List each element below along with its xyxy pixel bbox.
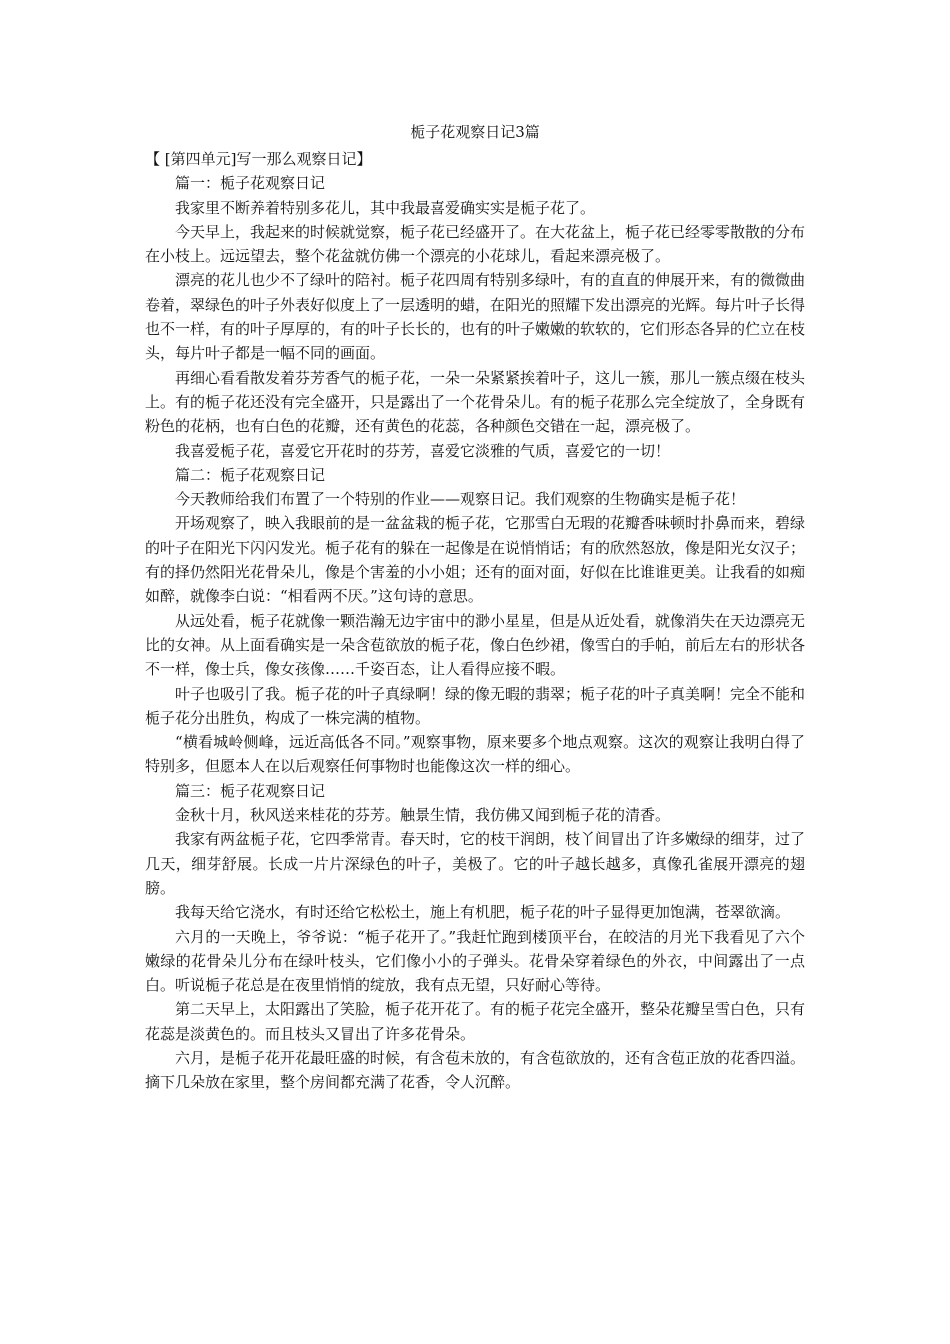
paragraph: 篇二：栀子花观察日记 [175, 465, 326, 484]
paragraph: 我喜爱栀子花，喜爱它开花时的芬芳，喜爱它淡雅的气质，喜爱它的一切！ [175, 441, 671, 460]
paragraph: 我每天给它浇水，有时还给它松松土，施上有机肥，栀子花的叶子显得更加饱满，苍翠欲滴。 [175, 903, 791, 922]
paragraph: 六月，是栀子花开花最旺盛的时候，有含苞未放的，有含苞欲放的，还有含苞正放的花香四溢。摘下几朵放在家里，整个房间都充满了花香，令人沉醉。 [145, 1048, 806, 1092]
paragraph: 开场观察了，映入我眼前的是一盆盆栽的栀子花，它那雪白无瑕的花瓣香味顿时扑鼻而来，碧绿的叶子在阳光下闪闪发光。栀子花有的躲在一起像是在说悄悄话；有的欣然怒放，像是阳光女汉子；有的择仍然阳光花骨朵儿，像是个害羞的小小姐；还有的面对面，好似在比谁谁更美。让我看的如痴如醉，就像李白说：“相看两不厌。”这句诗的意思。 [145, 514, 806, 606]
paragraph: 今天教师给我们布置了一个特别的作业——观察日记。我们观察的生物确实是栀子花！ [175, 490, 746, 509]
paragraph: 篇三：栀子花观察日记 [175, 781, 326, 800]
paragraph: 从远处看，栀子花就像一颗浩瀚无边宇宙中的渺小星星，但是从近处看，就像消失在天边漂亮无比的女神。从上面看确实是一朵含苞欲放的栀子花，像白色纱裙，像雪白的手帕，前后左右的形状各不一样，像士兵，像女孩像……千姿百态，让人看得应接不暇。 [145, 611, 806, 679]
paragraph: 我家有两盆栀子花，它四季常青。春天时，它的枝干润朗，枝丫间冒出了许多嫩绿的细芽，过了几天，细芽舒展。长成一片片深绿色的叶子，美极了。它的叶子越长越多，真像孔雀展开漂亮的翅膀。 [145, 830, 806, 897]
paragraph: 我家里不断养着特别多花儿，其中我最喜爱确实实是栀子花了。 [175, 198, 596, 217]
paragraph: 第二天早上，太阳露出了笑脸，栀子花开花了。有的栀子花完全盛开，整朵花瓣呈雪白色，只有花蕊是淡黄色的。而且枝头又冒出了许多花骨朵。 [145, 1000, 806, 1043]
paragraph: 今天早上，我起来的时候就觉察，栀子花已经盛开了。在大花盆上，栀子花已经零零散散的分布在小枝上。远远望去，整个花盆就仿佛一个漂亮的小花球儿，看起来漂亮极了。 [145, 222, 806, 266]
paragraph: 叶子也吸引了我。栀子花的叶子真绿啊！绿的像无暇的翡翠；栀子花的叶子真美啊！完全不能和栀子花分出胜负，构成了一株完满的植物。 [145, 684, 806, 727]
paragraph: 金秋十月，秋风送来桂花的芬芳。触景生情，我仿佛又闻到栀子花的清香。 [175, 806, 671, 825]
paragraph: 篇一：栀子花观察日记 [175, 174, 326, 193]
paragraph: 六月的一天晚上，爷爷说：“栀子花开了。”我赶忙跑到楼顶平台，在皎洁的月光下我看见了六个嫩绿的花骨朵儿分布在绿叶枝头，它们像小小的子弹头。花骨朵穿着绿色的外衣，中间露出了一点白。听说栀子花总是在夜里悄悄的绽放，我有点无望，只好耐心等待。 [145, 927, 805, 995]
section-header: 【 [第四单元]写一那么观察日记】 [145, 150, 372, 168]
paragraph: 再细心看看散发着芬芳香气的栀子花，一朵一朵紧紧挨着叶子，这儿一簇，那儿一簇点缀在枝头上。有的栀子花还没有完全盛开，只是露出了一个花骨朵儿。有的栀子花那么完全绽放了，全身既有粉色的花柄，也有白色的花瓣，还有黄色的花蕊，各种颜色交错在一起，漂亮极了。 [145, 368, 806, 436]
document-title: 栀子花观察日记3篇 [410, 123, 540, 141]
document-body [145, 147, 805, 1095]
paragraph: 漂亮的花儿也少不了绿叶的陪衬。栀子花四周有特别多绿叶，有的直直的伸展开来，有的微微曲卷着，翠绿色的叶子外表好似度上了一层透明的蜡，在阳光的照耀下发出漂亮的光辉。每片叶子长得也不一样，有的叶子厚厚的，有的叶子长长的，也有的叶子嫩嫩的软软的，它们形态各异的伫立在枝头，每片叶子都是一幅不同的画面。 [145, 271, 806, 363]
paragraph: “横看城岭侧峰，远近高低各不同。”观察事物，原来要多个地点观察。这次的观察让我明白得了特别多，但愿本人在以后观察任何事物时也能像这次一样的细心。 [145, 733, 805, 776]
document-page [145, 121, 805, 1095]
